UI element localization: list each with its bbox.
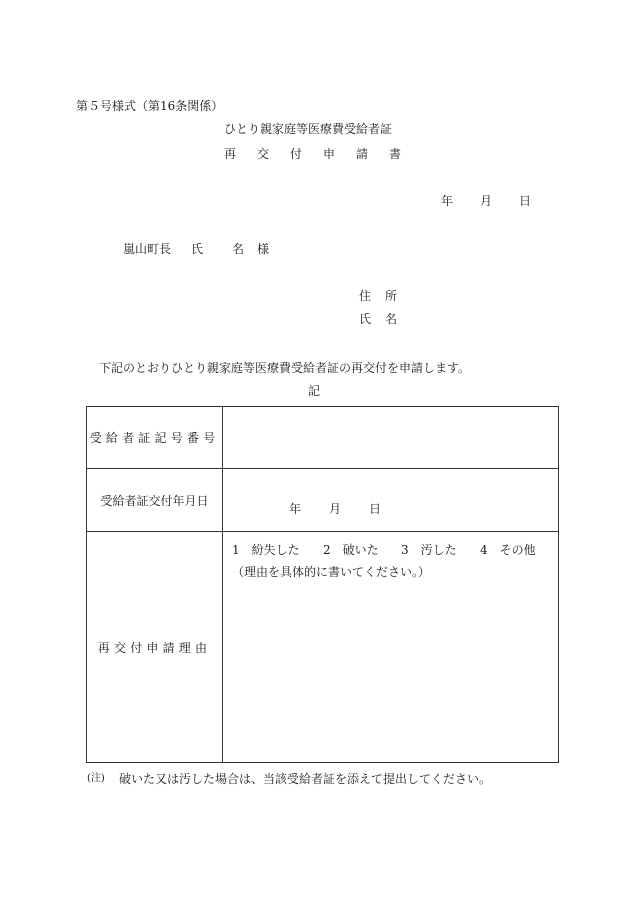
issue-date-day: 日 bbox=[369, 502, 382, 516]
addressee-mei: 名 bbox=[232, 242, 245, 256]
name-label-1: 氏 bbox=[359, 312, 372, 326]
table-row bbox=[87, 469, 559, 532]
address-label-1: 住 bbox=[359, 289, 372, 303]
issue-date-year: 年 bbox=[289, 502, 302, 516]
reason-option-torn[interactable]: 2 破いた bbox=[323, 543, 379, 557]
reissue-reason-label bbox=[87, 532, 223, 763]
note-mark: (注) bbox=[87, 773, 105, 784]
table-row bbox=[87, 532, 559, 763]
date-day-label: 日 bbox=[519, 194, 532, 208]
reason-option-other[interactable]: 4 その他 bbox=[480, 543, 536, 557]
addressee-name: 嵐山町長 bbox=[123, 242, 172, 256]
reason-note: （理由を具体的に書いてください。） bbox=[232, 565, 431, 579]
issue-date-field[interactable] bbox=[223, 469, 559, 532]
reissue-reason-label-text: 再交付申請理由 bbox=[97, 640, 212, 655]
title-char: 付 bbox=[290, 147, 303, 161]
addressee-sama: 様 bbox=[257, 242, 270, 256]
recipient-number-label bbox=[87, 407, 223, 469]
form-number: 第５号様式（第16条関係） bbox=[76, 99, 224, 113]
addressee-shi: 氏 bbox=[191, 242, 204, 256]
date-year-label: 年 bbox=[441, 194, 454, 208]
ki-mark: 記 bbox=[308, 384, 321, 398]
reason-option-soiled[interactable]: 3 汚した bbox=[401, 543, 457, 557]
title-char: 再 bbox=[224, 147, 237, 161]
issue-date-month: 月 bbox=[329, 502, 342, 516]
title-char: 申 bbox=[323, 147, 336, 161]
name-label-2: 名 bbox=[385, 312, 398, 326]
note-text: 破いた又は汚した場合は、当該受給者証を添えて提出してください。 bbox=[119, 772, 492, 786]
recipient-number-field[interactable] bbox=[223, 407, 559, 469]
date-month-label: 月 bbox=[480, 194, 493, 208]
address-label-2: 所 bbox=[385, 289, 398, 303]
title-char: 請 bbox=[356, 147, 369, 161]
reason-option-lost[interactable]: 1 紛失した bbox=[232, 543, 300, 557]
table-row bbox=[87, 407, 559, 469]
application-table bbox=[86, 406, 559, 763]
recipient-number-label-text: 受給者証記号番号 bbox=[89, 431, 220, 445]
title-char: 交 bbox=[257, 147, 270, 161]
title-line-1: ひとり親家庭等医療費受給者証 bbox=[224, 122, 393, 136]
title-char: 書 bbox=[389, 147, 402, 161]
issue-date-label bbox=[87, 469, 223, 532]
body-text: 下記のとおりひとり親家庭等医療費受給者証の再交付を申請します。 bbox=[99, 361, 471, 375]
reissue-reason-field[interactable] bbox=[223, 532, 559, 763]
issue-date-label-text: 受給者証交付年月日 bbox=[100, 493, 209, 508]
